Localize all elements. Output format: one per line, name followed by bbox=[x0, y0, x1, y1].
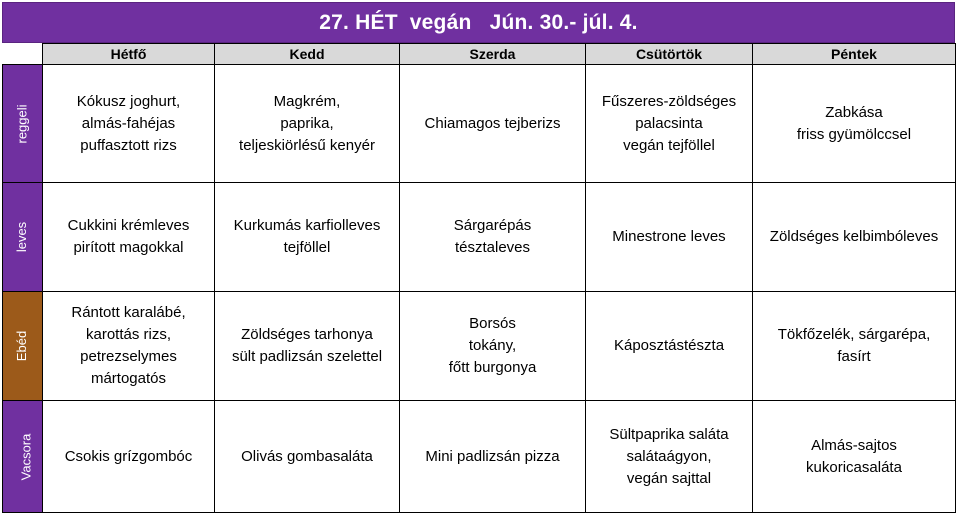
meal-text-line: tejföllel bbox=[283, 239, 331, 256]
meal-text-line: mártogatós bbox=[90, 370, 167, 387]
meal-text-line: Rántott karalábé, bbox=[71, 304, 186, 321]
meal-type-label: leves bbox=[14, 221, 30, 253]
meal-cell bbox=[586, 401, 753, 513]
meal-text-line: Magkrém, bbox=[273, 92, 341, 110]
header-corner bbox=[3, 44, 43, 65]
meal-text-line: salátaágyon, bbox=[626, 447, 712, 465]
meal-cell bbox=[43, 401, 215, 513]
meal-text-line: Fűszeres-zöldséges bbox=[601, 92, 737, 110]
meal-cell bbox=[215, 183, 400, 292]
meal-type-label: Ebéd bbox=[14, 330, 30, 362]
day-header: Péntek bbox=[753, 44, 956, 65]
meal-text-line: Káposztástészta bbox=[613, 337, 725, 354]
meal-text-line: Borsós bbox=[469, 315, 516, 332]
meal-text-line: palacsinta bbox=[635, 114, 703, 132]
meal-text-line: fasírt bbox=[837, 348, 871, 365]
weekly-menu-table bbox=[2, 43, 956, 513]
meal-cell bbox=[753, 183, 956, 292]
meal-text-line: Tökfőzelék, sárgarépa, bbox=[777, 326, 931, 343]
meal-text-line: sült padlizsán szelettel bbox=[231, 348, 383, 365]
meal-text-line: vegán sajttal bbox=[626, 469, 712, 487]
meal-cell bbox=[586, 65, 753, 183]
day-header: Hétfő bbox=[43, 44, 215, 65]
meal-cell bbox=[586, 292, 753, 401]
meal-cell bbox=[43, 292, 215, 401]
menu-sheet bbox=[2, 2, 955, 515]
week-title: 27. HÉT vegán Jún. 30.- júl. 4. bbox=[2, 2, 955, 43]
meal-text-line: almás-fahéjas bbox=[81, 114, 176, 132]
meal-text-line: Mini padlizsán pizza bbox=[425, 447, 560, 465]
meal-text-line: puffasztott rizs bbox=[80, 136, 177, 154]
meal-text-line: Kurkumás karfiolleves bbox=[233, 217, 381, 234]
meal-text-line: karottás rizs, bbox=[85, 326, 172, 343]
meal-row bbox=[3, 65, 956, 183]
meal-row bbox=[3, 183, 956, 292]
day-header: Csütörtök bbox=[586, 44, 753, 65]
meal-text-line: Almás-sajtos bbox=[811, 436, 897, 454]
meal-text-line: Sárgarépás bbox=[453, 217, 532, 234]
meal-type-label: Vacsora bbox=[18, 433, 34, 480]
meal-text-line: főtt burgonya bbox=[448, 359, 537, 376]
meal-row bbox=[3, 292, 956, 401]
meal-text-line: teljeskiörlésű kenyér bbox=[239, 136, 375, 154]
meal-type-label: reggeli bbox=[14, 103, 30, 144]
meal-text-line: friss gyümölccsel bbox=[796, 125, 912, 143]
meal-text-line: petrezselymes bbox=[80, 348, 177, 365]
meal-text-line: pirított magokkal bbox=[73, 239, 184, 256]
meal-cell bbox=[753, 292, 956, 401]
meal-cell bbox=[400, 292, 586, 401]
meal-text-line: Zabkása bbox=[825, 103, 883, 121]
meal-cell bbox=[43, 183, 215, 292]
meal-text-line: Minestrone leves bbox=[612, 228, 726, 245]
meal-text-line: Kókusz joghurt, bbox=[76, 92, 181, 110]
meal-text-line: tésztaleves bbox=[454, 239, 531, 256]
meal-text-line: kukoricasaláta bbox=[806, 458, 902, 476]
meal-cell bbox=[43, 65, 215, 183]
day-header-row bbox=[3, 44, 956, 65]
meal-text-line: paprika, bbox=[280, 114, 334, 132]
meal-text-line: Csokis grízgombóc bbox=[64, 447, 193, 465]
meal-text-line: Sültpaprika saláta bbox=[609, 425, 729, 443]
meal-cell bbox=[400, 401, 586, 513]
meal-text-line: Chiamagos tejberizs bbox=[424, 114, 561, 132]
meal-text-line: Cukkini krémleves bbox=[67, 217, 190, 234]
meal-row bbox=[3, 401, 956, 513]
meal-text-line: Zöldséges kelbimbóleves bbox=[769, 228, 939, 245]
meal-cell bbox=[400, 183, 586, 292]
meal-text-line: Olivás gombasaláta bbox=[241, 447, 373, 465]
meal-text-line: Zöldséges tarhonya bbox=[241, 326, 373, 343]
meal-type-label-cell bbox=[3, 292, 43, 401]
meal-cell bbox=[753, 65, 956, 183]
meal-cell bbox=[215, 292, 400, 401]
meal-type-label-cell bbox=[3, 401, 43, 513]
meal-cell bbox=[753, 401, 956, 513]
meal-text-line: tokány, bbox=[468, 337, 517, 354]
meal-cell bbox=[215, 65, 400, 183]
meal-cell bbox=[400, 65, 586, 183]
meal-type-label-cell bbox=[3, 183, 43, 292]
day-header: Kedd bbox=[215, 44, 400, 65]
meal-cell bbox=[215, 401, 400, 513]
meal-text-line: vegán tejföllel bbox=[623, 136, 715, 154]
meal-cell bbox=[586, 183, 753, 292]
meal-type-label-cell bbox=[3, 65, 43, 183]
day-header: Szerda bbox=[400, 44, 586, 65]
